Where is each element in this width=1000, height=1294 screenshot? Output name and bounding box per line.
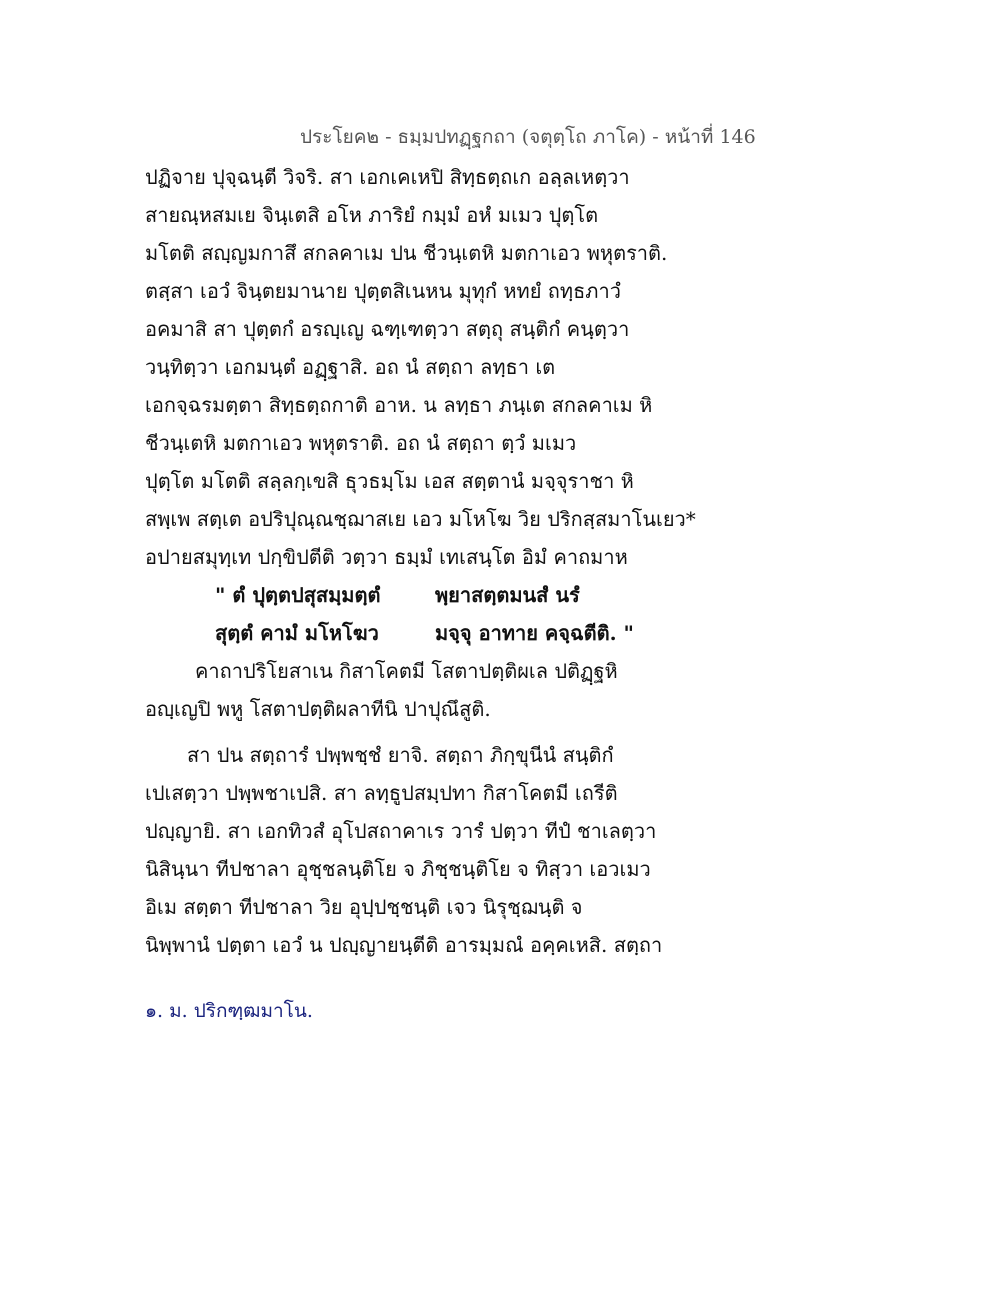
text-line: คาถาปริโยสาเน กิสาโคตมี โสตาปตฺติผเล ปติฏฺฐหิ [195,659,618,683]
paragraph-1 [145,158,696,576]
text-line: อคมาสิ สา ปุตฺตกํ อรญฺเญ ฉฑฺเฑตฺวา สตฺถุ สนฺติกํ คนฺตฺวา [145,317,630,341]
text-line: สายณฺหสมเย จินฺเตสิ อโห ภาริยํ กมฺมํ อหํ มเมว ปุตฺโต [145,203,599,227]
verse-line-2-left: สุตฺตํ คามํ มโหโฆว [215,621,379,645]
text-line: สา ปน สตฺถารํ ปพฺพชฺชํ ยาจิ. สตฺถา ภิกฺขุนีนํ สนฺติกํ [187,743,614,767]
page-header: ประโยค๒ - ธมฺมปทฏฺฐกถา (จตุตฺโถ ภาโค) - หน้าที่ 146 [300,126,756,148]
text-line: นิพฺพานํ ปตฺตา เอวํ น ปญฺญายนฺตีติ อารมฺมณํ อคฺคเหสิ. สตฺถา [145,933,663,957]
text-line: อปายสมุทฺเท ปกฺขิปตีติ วตฺวา ธมฺมํ เทเสนฺโต อิมํ คาถมาห [145,545,628,569]
verse-line-2-right: มจฺจุ อาทาย คจฺฉตีติ. " [435,621,634,645]
text-line: วนฺทิตฺวา เอกมนฺตํ อฏฺฐาสิ. อถ นํ สตฺถา ลทฺธา เต [145,355,556,379]
verse-line-1-left: " ตํ ปุตฺตปสุสมฺมตฺตํ [215,583,381,607]
footnote: ๑. ม. ปริกฑฺฒมาโน. [145,1000,313,1022]
verse-line-2 [145,614,685,652]
text-line: ปุตฺโต มโตติ สลฺลกฺเขสิ ธุวธมฺโม เอส สตฺตานํ มจฺจุราชา หิ [145,469,634,493]
body-text [145,158,696,964]
text-line: อิเม สตฺตา ทีปชาลา วิย อุปฺปชฺชนฺติ เจว นิรุชฺฌนฺติ จ [145,895,583,919]
paragraph-2 [145,652,685,728]
text-line: ชีวนฺเตหิ มตกาเอว พหุตราติ. อถ นํ สตฺถา ตฺวํ มเมว [145,431,577,455]
verse [145,576,685,652]
text-line: สพฺเพ สตฺเต อปริปุณฺณชฺฌาสเย เอว มโหโฆ วิย ปริกสฺสมาโนเยว* [145,507,696,531]
text-line: เปเสตฺวา ปพฺพชาเปสิ. สา ลทฺธูปสมฺปทา กิสาโคตมี เถรีติ [145,781,618,805]
verse-line-1-right: พฺยาสตฺตมนสํ นรํ [435,583,580,607]
text-line: มโตติ สญฺญมกาสึ สกลคาเม ปน ชีวนฺเตหิ มตกาเอว พหุตราติ. [145,241,668,265]
text-line: ปญฺญายิ. สา เอกทิวสํ อุโปสถาคาเร วารํ ปตฺวา ทีปํ ชาเลตฺวา [145,819,657,843]
text-line: นิสินฺนา ทีปชาลา อุชฺชลนฺติโย จ ภิชฺชนฺติโย จ ทิสฺวา เอวเมว [145,857,651,881]
verse-line-1 [145,576,685,614]
text-line: เอกจฺฉรมตฺตา สิทฺธตฺถกาติ อาห. น ลทฺธา ภนฺเต สกลคาเม หิ [145,393,653,417]
text-line: ปฏิจาย ปุจฺฉนฺตี วิจริ. สา เอกเคเหปิ สิทฺธตฺถเก อลฺลเหตฺวา [145,165,630,189]
paragraph-3 [145,736,685,964]
text-line: อญฺเญปิ พหู โสตาปตฺติผลาทีนิ ปาปุณึสูติ. [145,697,491,721]
text-line: ตสฺสา เอวํ จินฺตยมานาย ปุตฺตสิเนหน มุทุกํ หทยํ ถทฺธภาวํ [145,279,621,303]
